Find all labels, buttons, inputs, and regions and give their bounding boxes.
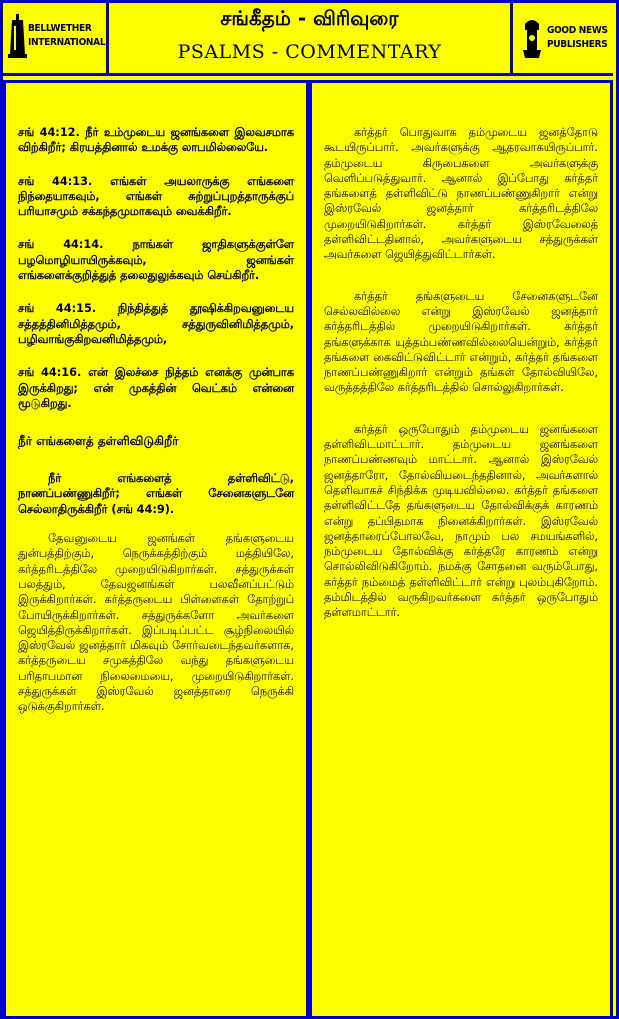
good-news-logo [510, 0, 616, 73]
right-column [309, 80, 613, 1019]
commentary-paragraph-3: கர்த்தர் ஒருபோதும் தம்முடைய ஜனங்களை தள்ளிவிடமாட்டார். தம்முடைய ஜனங்களை நாணப்பண்ணவும் மாட்டார். ஆனால் இஸ்ரவேல் ஜனத்தாரோ, தோல்வியடைந்ததினால், அவர்களால் தெளிவாகச் சிந்திக்க முடியவில்லை. கர்த்தர் தங்களை தள்ளிவிட்டதே தங்களுடைய தோல்விக்குக் காரணம் என்று தப்பிதமாக நினைக்கிறார்கள். இஸ்ரவேல் ஜனத்தாரைப்போலவே, நாமும் பல சமயங்களில், நம்முடைய தோல்விக்கு கர்த்தரே காரணம் என்று சொல்லிவிடுகிறோம். நமக்கு சோதனை வரும்போது, கர்த்தர் நம்மைத் தள்ளிவிட்டார் என்று புலம்புகிறோம். தம்மிடத்தில் வருகிறவர்களை கர்த்தர் ஒருபோதும் தள்ளமாட்டார். [324, 422, 598, 620]
verse-44-12: சங் 44:12. நீர் உம்முடைய ஜனங்களை இலவசமாக விற்கிறீர்; கிரயத்தினால் உமக்கு லாபமில்லையே. [18, 126, 294, 155]
good-news-logo-icon [521, 14, 543, 58]
verse-44-13: சங் 44:13. எங்கள் அயலாருக்கு எங்களை நிந்தையாகவும், எங்கள் சுற்றுப்புறத்தாருக்குப் பரியாசமும் சக்கந்தமுமாகவும் வைக்கிறீர். [18, 174, 294, 219]
page-title-english: PSALMS - COMMENTARY [177, 41, 442, 63]
bellwether-logo-text: BELLWETHER INTERNATIONAL [28, 23, 106, 48]
good-news-logo-text: GOOD NEWS PUBLISHERS [547, 25, 608, 50]
quote-44-9: நீர் எங்களைத் தள்ளிவிட்டு, நாணப்பண்ணுகிறீர்; எங்கள் சேனைகளுடனே செல்லாதிருக்கிறீர் (சங் 44:9). [18, 472, 294, 516]
verse-44-16: சங் 44:16. என் இலச்சை நித்தம் எனக்கு முன்பாக இருக்கிறது; என் முகத்தின் வெட்கம் என்னை மூடுகிறது. [18, 366, 294, 410]
page-title-tamil: சங்கீதம் - விரிவுரை [220, 6, 399, 30]
bellwether-logo-icon [8, 14, 28, 58]
section-heading: நீர் எங்களைத் தள்ளிவிடுகிறீர் [18, 434, 179, 449]
left-column [3, 80, 309, 1019]
verse-44-14: சங் 44:14. நாங்கள் ஜாதிகளுக்குள்ளே பழமொழியாயிருக்கவும், ஜனங்கள் எங்களைக்குறித்துத் தலைதுலுக்கவும் செய்கிறீர். [18, 238, 294, 283]
verse-44-15: சங் 44:15. நிந்தித்துத் தூஷிக்கிறவனுடைய சத்தத்தினிமித்தமும், சத்துருவினிமித்தமும், பழிவாங்குகிறவனிமித்தமும், [18, 302, 294, 346]
commentary-paragraph-2: கர்த்தர் தங்களுடைய சேனைகளுடனே செல்லவில்லை என்று இஸ்ரவேல் ஜனத்தார் கர்த்தரிடத்தில் முறையிடுகிறார்கள். கர்த்தர் தங்களுக்காக யுத்தம்பண்ணவில்லையென்றும், கர்த்தர் தங்களை கைவிட்டுவிட்டார் என்றும், கர்த்தர் தங்களை நாணப்பண்ணுகிறார் என்றும் தங்கள் தோல்வியிலே, வருத்தத்திலே கர்த்தரிடத்தில் சொல்லுகிறார்கள். [324, 289, 598, 395]
left-body-paragraph: தேவனுடைய ஜனங்கள் தங்களுடைய துன்பத்திற்கும், நெருக்கத்திற்கும் மத்தியிலே, கர்த்தரிடத்திலே முறையிடுகிறார்கள். சத்துருக்கள் பலத்தும், தேவஜனங்கள் பலவீனப்பட்டும் இருக்கிறார்கள். கர்த்தருடைய பிள்ளைகள் தோற்றுப் போயிருக்கிறார்கள். சத்துருக்களோ அவர்களை ஜெயித்திருக்கிறார்கள். இப்படிப்பட்ட சூழ்நிலையில் இஸ்ரவேல் ஜனத்தார் மிகவும் சோர்வடைந்தவர்களாக, கர்த்தருடைய சமுகத்திலே வந்து தங்களுடைய பரிதாபமான நிலைமையை, முறையிடுகிறார்கள். சத்துருக்கள் இஸ்ரவேல் ஜனத்தாரை நெருக்கி ஒடுக்குகிறார்கள். [18, 532, 294, 714]
bellwether-logo [0, 0, 109, 73]
commentary-paragraph-1: கர்த்தர் பொதுவாக தம்முடைய ஜனத்தோடு கூடயிருப்பார். அவர்களுக்கு ஆதரவாகயிருப்பார். தம்முடைய கிருபைகளை அவர்களுக்கு வெளிப்படுத்துவார். ஆனால் இப்போது கர்த்தர் தங்களைத் தள்ளிவிட்டு நாணப்பண்ணுகிறார் என்று இஸ்ரவேல் ஜனத்தார் கர்த்தரிடத்திலே முறையிடுகிறார்கள். கர்த்தர் இஸ்ரவேலைத் தள்ளிவிட்டதினால், அவர்களுடைய சத்துருக்கள் அவர்களை ஜெயித்துவிட்டார்கள். [324, 126, 598, 262]
page-header [0, 0, 613, 76]
